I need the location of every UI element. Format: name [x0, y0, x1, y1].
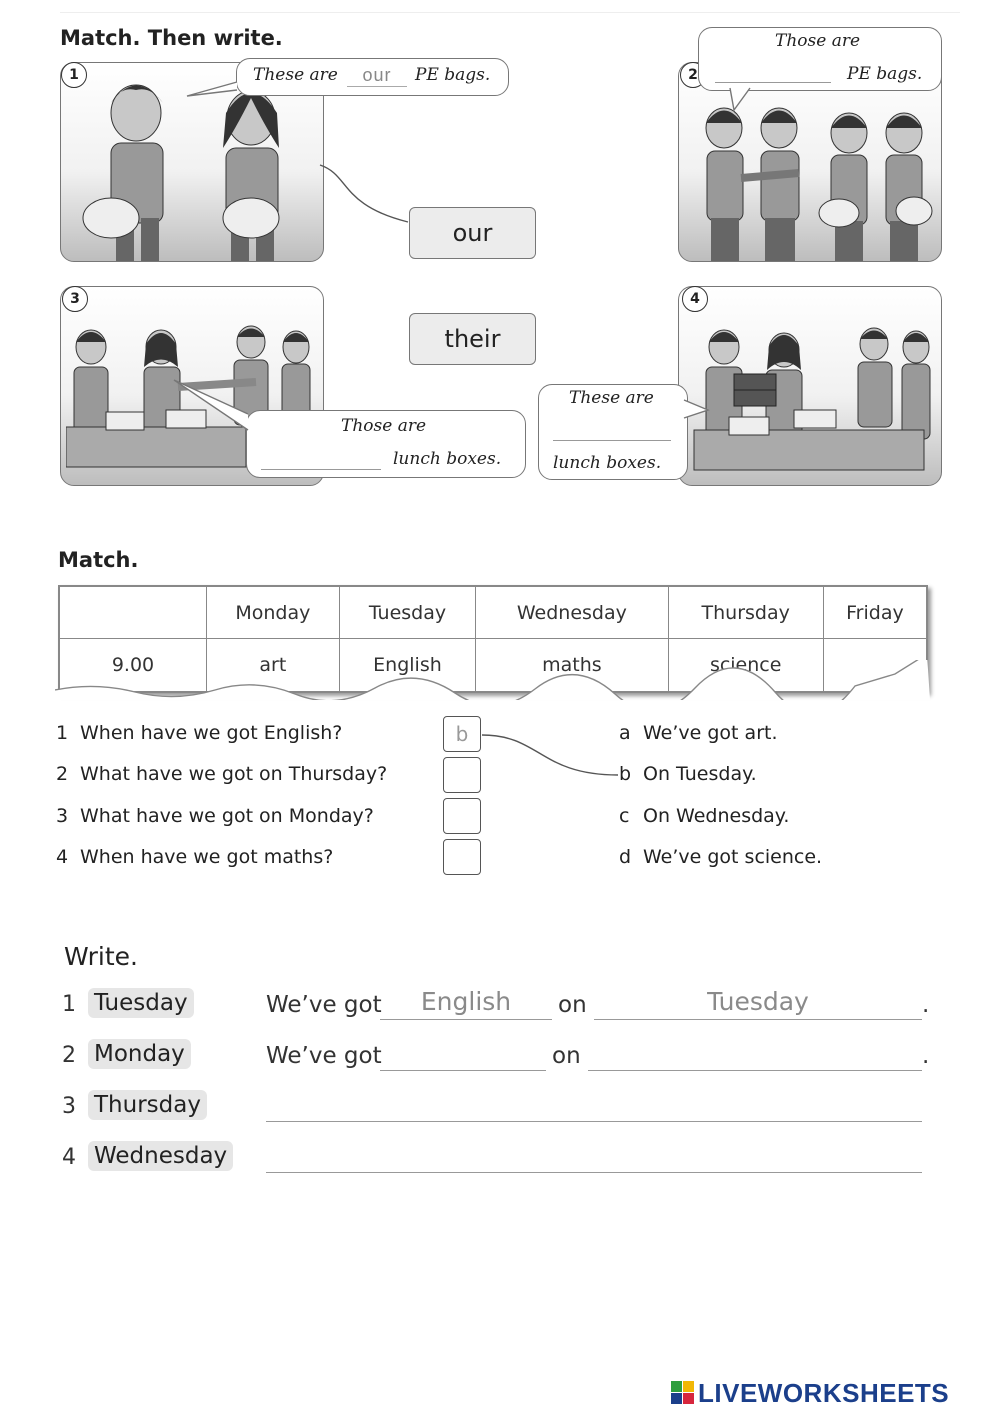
timetable-header-friday: Friday: [823, 587, 926, 639]
write-item-1-blank-2[interactable]: [594, 1019, 922, 1020]
answer-box-2[interactable]: [443, 757, 481, 793]
write-item-2-blank-1[interactable]: [380, 1070, 546, 1071]
write-item-1-answer-1: English: [420, 987, 512, 1016]
bubble-1-text-start: These are: [253, 65, 338, 85]
write-item-1-number: 1: [62, 992, 76, 1017]
answer-box-4[interactable]: [443, 839, 481, 875]
bubble-1-answer[interactable]: our: [347, 65, 407, 87]
write-item-2-mid: on: [552, 1043, 581, 1069]
bubble-4-tail: [682, 396, 712, 426]
word-option-their[interactable]: their: [409, 313, 536, 365]
answer-box-3[interactable]: [443, 798, 481, 834]
write-item-4-number: 4: [62, 1145, 76, 1170]
timetable-header-blank: [60, 587, 207, 639]
word-option-our[interactable]: our: [409, 207, 536, 259]
panel-number-2: 2: [680, 62, 706, 88]
answer-option-b-letter: b: [619, 763, 632, 785]
question-2: [56, 763, 387, 785]
question-1-text: When have we got English?: [80, 722, 343, 744]
bubble-4-text-line2: lunch boxes.: [553, 453, 662, 473]
panel-number-1: 1: [61, 62, 87, 88]
question-1-number: 1: [56, 722, 69, 744]
write-item-2-number: 2: [62, 1043, 76, 1068]
question-3-text: What have we got on Monday?: [80, 805, 374, 827]
answer-option-b[interactable]: [619, 763, 757, 785]
question-4-number: 4: [56, 846, 69, 868]
write-item-1-day: Tuesday: [88, 988, 194, 1018]
timetable-header-wednesday: Wednesday: [476, 587, 668, 639]
speech-bubble-3: [246, 410, 526, 478]
question-4-text: When have we got maths?: [80, 846, 334, 868]
write-item-1-prefix: We’ve got: [266, 992, 382, 1018]
answer-option-d-letter: d: [619, 846, 632, 868]
speech-bubble-1: [236, 58, 509, 96]
write-item-2-prefix: We’ve got: [266, 1043, 382, 1069]
timetable-header-tuesday: Tuesday: [339, 587, 476, 639]
bubble-3-tail: [172, 378, 262, 438]
timetable-time: 9.00: [60, 639, 207, 692]
answer-box-1[interactable]: b: [443, 716, 481, 752]
bubble-2-tail: [728, 86, 758, 112]
question-2-number: 2: [56, 763, 69, 785]
liveworksheets-logo-icon: [670, 1380, 696, 1406]
write-item-1-answer-2: Tuesday: [707, 987, 809, 1016]
write-item-3-day: Thursday: [88, 1090, 207, 1120]
match-line: [480, 725, 630, 785]
write-item-2-period: .: [922, 1043, 930, 1069]
timetable-cell-thursday: science: [668, 639, 823, 692]
speech-bubble-2: [698, 27, 942, 91]
bubble-3-text-line1: Those are: [341, 416, 427, 436]
answer-option-c-letter: c: [619, 805, 630, 827]
question-1: [56, 722, 342, 744]
question-4: [56, 846, 333, 868]
answer-option-d-text: We’ve got science.: [643, 846, 823, 868]
write-item-1-blank-1[interactable]: [380, 1019, 552, 1020]
panel-number-4: 4: [682, 286, 708, 312]
answer-option-a-text: We’ve got art.: [643, 722, 778, 744]
timetable-header-thursday: Thursday: [668, 587, 823, 639]
answer-option-a-letter: a: [619, 722, 631, 744]
liveworksheets-brand[interactable]: LIVEWORKSHEETS: [698, 1378, 950, 1408]
write-item-4-blank[interactable]: [266, 1172, 922, 1173]
question-3: [56, 805, 374, 827]
write-item-4-day: Wednesday: [88, 1141, 233, 1171]
bubble-1-text-end: PE bags.: [415, 65, 491, 85]
timetable-cell-monday: art: [207, 639, 340, 692]
bubble-3-text-line2: lunch boxes.: [393, 449, 502, 469]
bubble-3-answer-blank[interactable]: [261, 469, 381, 470]
torn-paper-edge: [55, 660, 930, 700]
bubble-4-answer-blank[interactable]: [553, 440, 671, 441]
bubble-4-text-line1: These are: [569, 388, 654, 408]
write-item-1-mid: on: [558, 992, 587, 1018]
answer-option-a[interactable]: [619, 722, 778, 744]
section2-heading: Match.: [58, 548, 139, 572]
section3-heading: Write.: [64, 942, 138, 971]
bubble-1-tail: [185, 80, 245, 100]
bubble-2-text-line2: PE bags.: [847, 64, 923, 84]
section1-heading: Match. Then write.: [60, 26, 283, 50]
write-item-3-blank[interactable]: [266, 1121, 922, 1122]
answer-option-b-text: On Tuesday.: [643, 763, 757, 785]
timetable-cell-wednesday: maths: [476, 639, 668, 692]
speech-bubble-4: [538, 384, 688, 480]
bubble-2-text-line1: Those are: [775, 31, 861, 51]
write-item-2-day: Monday: [88, 1039, 191, 1069]
question-2-text: What have we got on Thursday?: [80, 763, 388, 785]
timetable-header-monday: Monday: [207, 587, 340, 639]
answer-option-c[interactable]: [619, 805, 789, 827]
write-item-1-period: .: [922, 992, 930, 1018]
answer-option-d[interactable]: [619, 846, 822, 868]
write-item-3-number: 3: [62, 1094, 76, 1119]
timetable-cell-tuesday: English: [339, 639, 476, 692]
answer-option-c-text: On Wednesday.: [643, 805, 790, 827]
question-3-number: 3: [56, 805, 69, 827]
bubble-2-answer-blank[interactable]: [715, 82, 831, 83]
write-item-2-blank-2[interactable]: [588, 1070, 922, 1071]
panel-number-3: 3: [62, 286, 88, 312]
